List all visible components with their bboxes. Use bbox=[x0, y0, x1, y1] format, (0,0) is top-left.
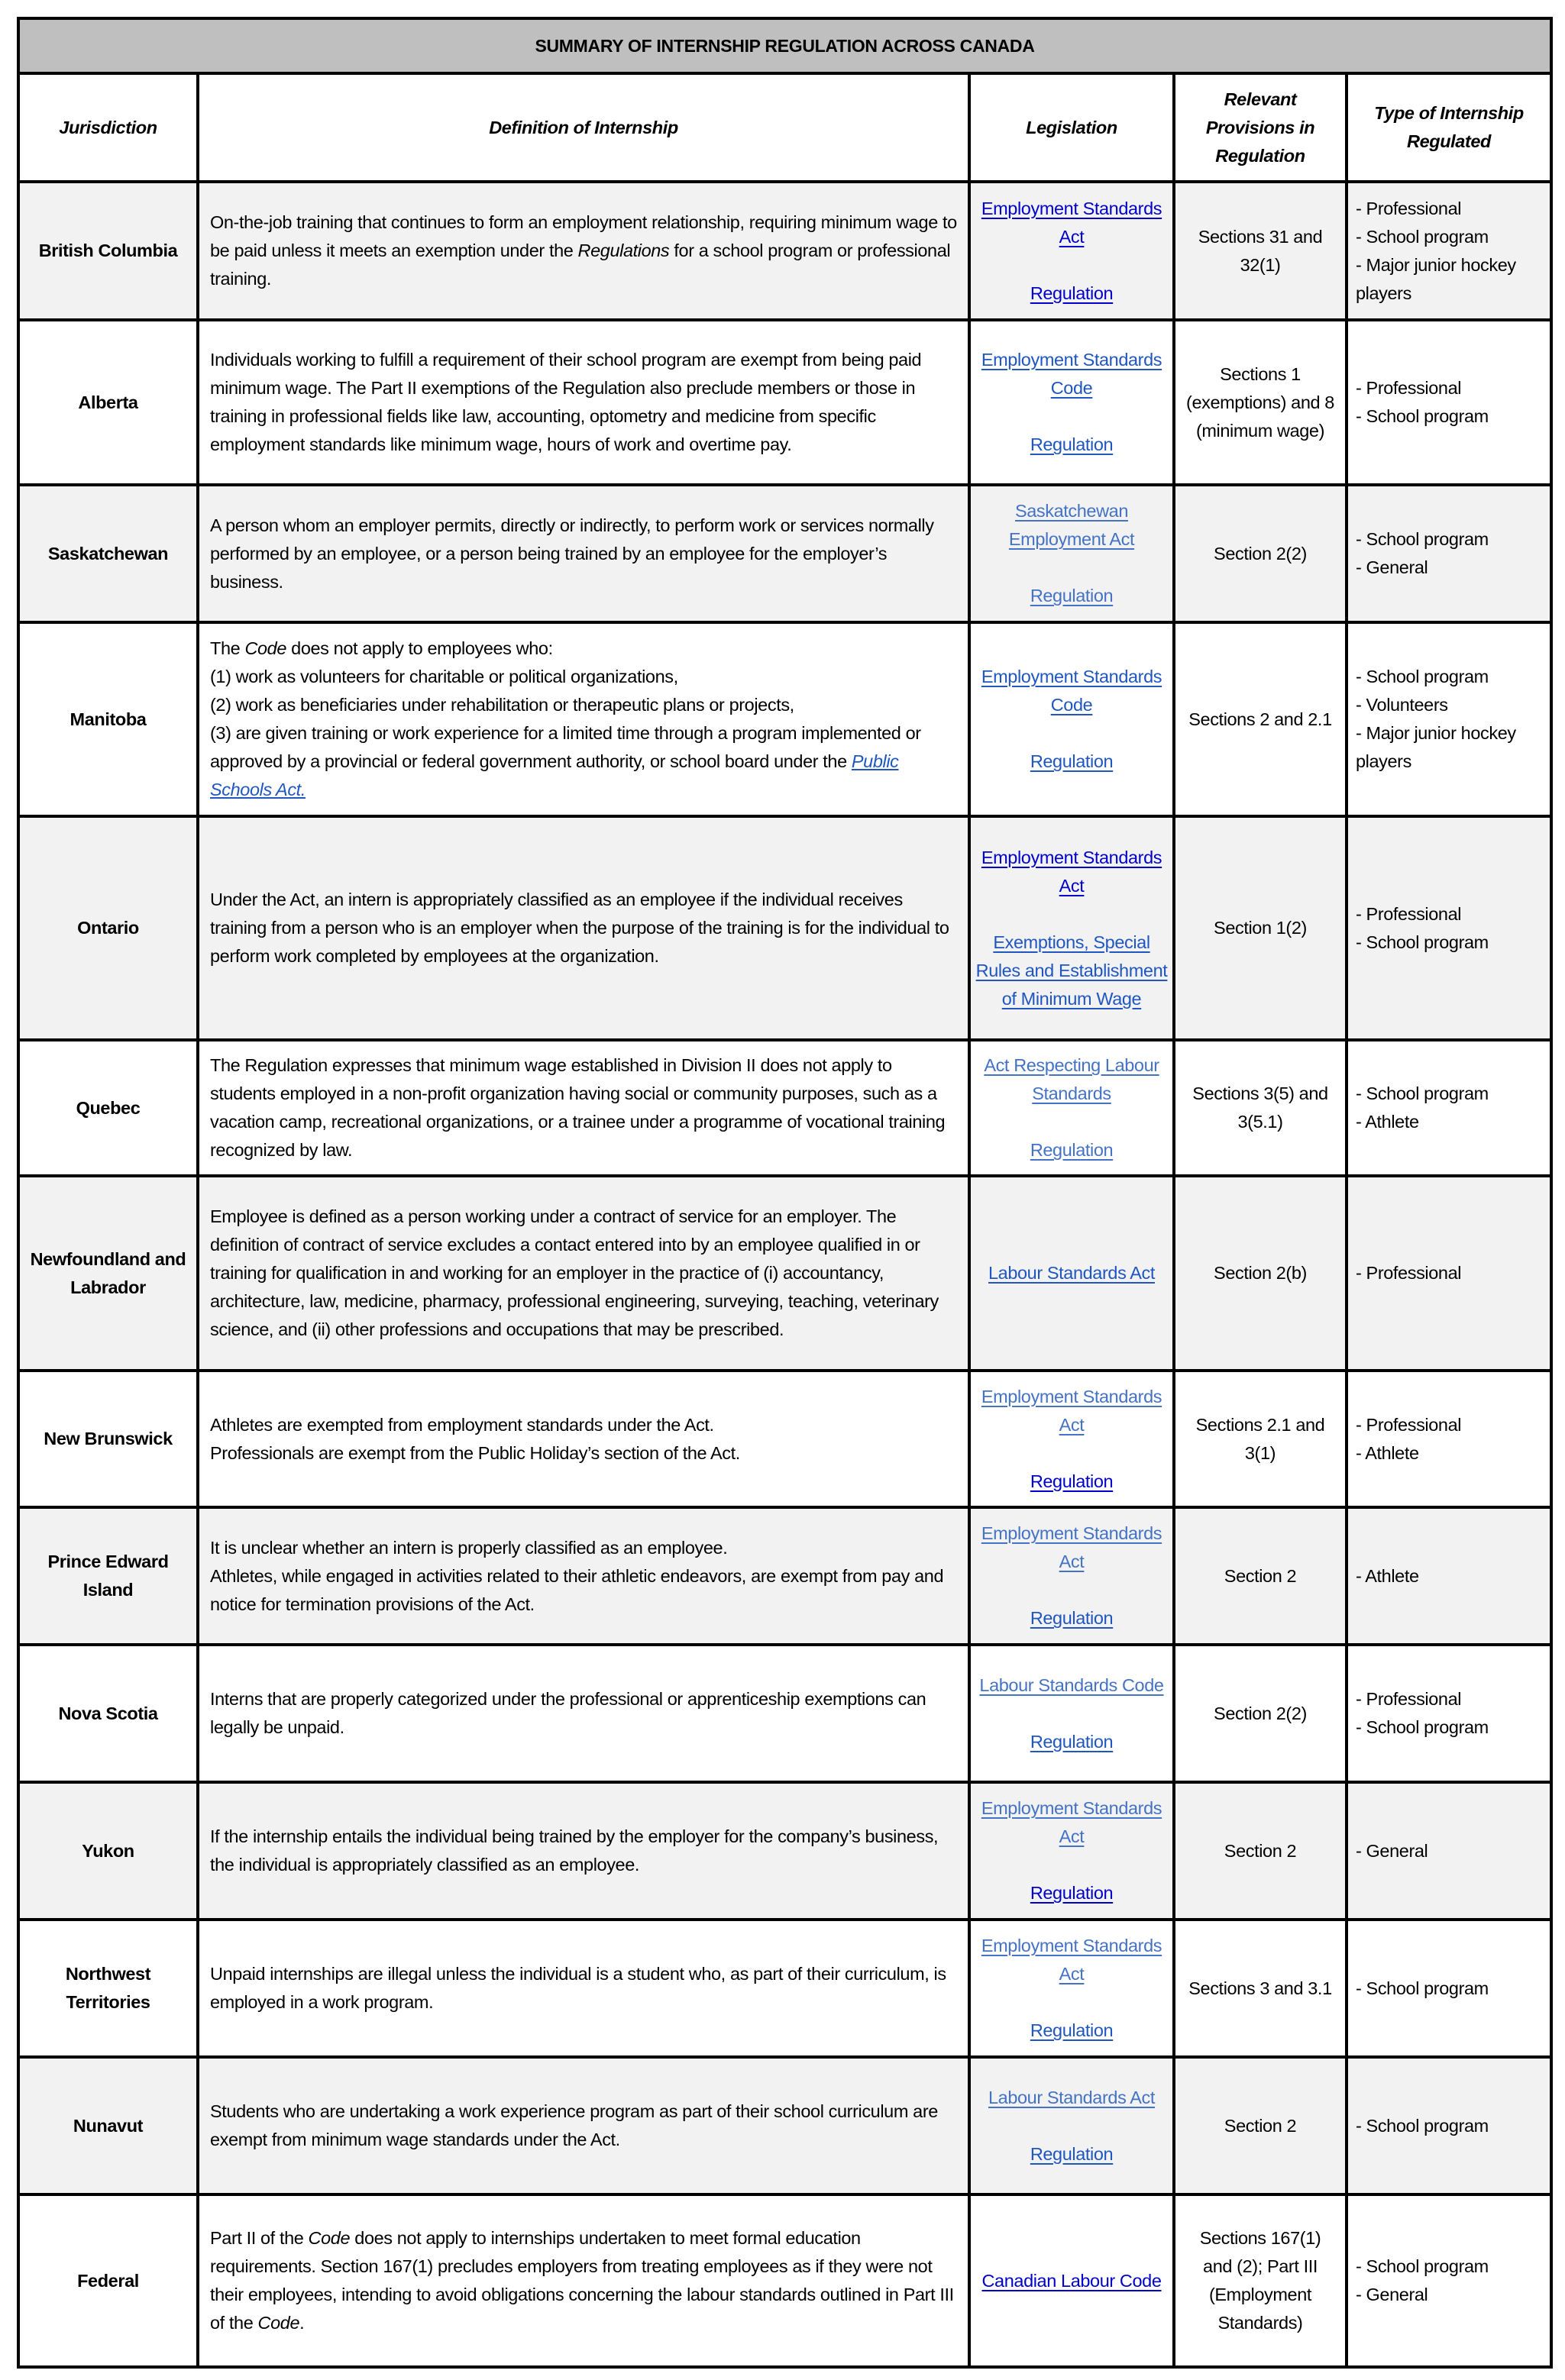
legislation-cell bbox=[971, 486, 1175, 621]
internship-type-item: - Professional bbox=[1356, 1414, 1462, 1435]
definition-cell bbox=[199, 2196, 971, 2365]
internship-type-cell bbox=[1348, 321, 1550, 483]
header-legislation: Legislation bbox=[971, 75, 1175, 180]
legislation-link[interactable]: Regulation bbox=[1030, 1471, 1114, 1491]
text-segment: It is unclear whether an intern is properly classified as an employee. bbox=[210, 1537, 728, 1558]
legislation-cell bbox=[971, 183, 1175, 318]
provisions-cell: Sections 2.1 and 3(1) bbox=[1175, 1372, 1348, 1506]
provisions-cell: Sections 167(1) and (2); Part III (Employment Standards) bbox=[1175, 2196, 1348, 2365]
internship-type-item: - School program bbox=[1356, 932, 1489, 952]
internship-type-item: - General bbox=[1356, 557, 1428, 577]
text-segment: Individuals working to fulfill a requirement of their school program are exempt from being paid minimum wage. The Part II exemptions of the Regulation also preclude members or those in training in professional fields like law, accounting, optometry and medicine from specific employment standards like minimum wage, hours of work and overtime pay. bbox=[210, 350, 922, 454]
table-row bbox=[20, 1041, 1550, 1177]
text-segment: The Regulation expresses that minimum wage established in Division II does not apply to students employed in a non-profit organization having social or community purposes, such as a vacation camp, recreational organizations, or a trainee under a programme of vocational training recognized by law. bbox=[210, 1055, 946, 1160]
legislation-link[interactable]: Canadian Labour Code bbox=[981, 2270, 1162, 2291]
text-segment: Students who are undertaking a work experience program as part of their school curriculum are exempt from minimum wage standards under the Act. bbox=[210, 2101, 938, 2149]
table-body bbox=[20, 183, 1550, 2365]
header-definition: Definition of Internship bbox=[199, 75, 971, 180]
legislation-link[interactable]: Employment Standards Act bbox=[981, 1523, 1162, 1571]
jurisdiction-cell: Northwest Territories bbox=[20, 1921, 199, 2055]
definition-text bbox=[210, 635, 960, 804]
internship-type-list bbox=[1356, 374, 1541, 431]
internship-type-list bbox=[1356, 2252, 1541, 2309]
legislation-link[interactable]: Labour Standards Code bbox=[979, 1674, 1164, 1695]
internship-type-item: - Athlete bbox=[1356, 1112, 1419, 1132]
definition-cell bbox=[199, 1784, 971, 1918]
text-segment: does not apply to internships undertaken to meet formal education requirements. Section 167(1) precludes employers from treating employees as if they were not their employees, intending to avoid obligations concerning the labour standards outlined in Part III of the bbox=[210, 2228, 954, 2333]
internship-type-cell bbox=[1348, 183, 1550, 318]
internship-type-item: - Professional bbox=[1356, 1689, 1462, 1709]
definition-text bbox=[210, 1203, 960, 1344]
provisions-cell: Sections 3(5) and 3(5.1) bbox=[1175, 1041, 1348, 1174]
legislation-link[interactable]: Employment Standards Code bbox=[981, 350, 1162, 398]
table-title: SUMMARY OF INTERNSHIP REGULATION ACROSS CANADA bbox=[20, 20, 1550, 75]
definition-text bbox=[210, 1823, 960, 1879]
definition-cell bbox=[199, 1509, 971, 1643]
internship-type-list bbox=[1356, 1411, 1541, 1468]
jurisdiction-cell: Alberta bbox=[20, 321, 199, 483]
internship-type-item: - Professional bbox=[1356, 1263, 1462, 1283]
jurisdiction-cell: Yukon bbox=[20, 1784, 199, 1918]
text-segment: (1) work as volunteers for charitable or political organizations, bbox=[210, 667, 678, 686]
internship-type-cell bbox=[1348, 1646, 1550, 1781]
internship-regulation-table bbox=[17, 17, 1553, 2369]
definition-cell bbox=[199, 1041, 971, 1174]
legislation-link[interactable]: Labour Standards Act bbox=[988, 1263, 1155, 1283]
jurisdiction-cell: Saskatchewan bbox=[20, 486, 199, 621]
text-segment: Code bbox=[244, 638, 287, 658]
definition-text bbox=[210, 2097, 960, 2154]
definition-text bbox=[210, 2224, 960, 2337]
jurisdiction-cell: Federal bbox=[20, 2196, 199, 2365]
internship-type-cell bbox=[1348, 1177, 1550, 1369]
text-segment: Code bbox=[308, 2228, 351, 2248]
legislation-link[interactable]: Employment Standards Act bbox=[981, 1798, 1162, 1846]
text-segment: Athletes, while engaged in activities related to their athletic endeavors, are exempt from pay and notice for termination provisions of the Act. bbox=[210, 1565, 944, 1614]
table-row bbox=[20, 1177, 1550, 1372]
definition-cell bbox=[199, 2059, 971, 2193]
table-row bbox=[20, 2196, 1550, 2365]
jurisdiction-cell: Newfoundland and Labrador bbox=[20, 1177, 199, 1369]
legislation-link[interactable]: Employment Standards Act bbox=[981, 1386, 1162, 1435]
legislation-link[interactable]: Regulation bbox=[1030, 1140, 1114, 1160]
internship-type-item: - Volunteers bbox=[1356, 695, 1448, 715]
jurisdiction-cell: New Brunswick bbox=[20, 1372, 199, 1506]
legislation-link[interactable]: Employment Standards Act bbox=[981, 198, 1162, 247]
text-segment: Employee is defined as a person working under a contract of service for an employer. The definition of contract of service excludes a contact entered into by an employee qualified in or training for qualification in and working for an employer in the practice of (i) accountancy, architecture, law, medicine, pharmacy, professional engineering, surveying, teaching, veterinary science, and (ii) other professions and occupations that may be prescribed. bbox=[210, 1206, 939, 1339]
text-segment: for a school program or professional training. bbox=[210, 241, 951, 289]
header-jurisdiction: Jurisdiction bbox=[20, 75, 199, 180]
legislation-cell bbox=[971, 1372, 1175, 1506]
internship-type-cell bbox=[1348, 486, 1550, 621]
text-segment: Athletes are exempted from employment standards under the Act. bbox=[210, 1414, 714, 1435]
legislation-cell bbox=[971, 1041, 1175, 1174]
internship-type-item: - Professional bbox=[1356, 198, 1462, 218]
internship-type-item: - General bbox=[1356, 2285, 1428, 2304]
internship-type-item: - School program bbox=[1356, 2115, 1489, 2136]
internship-type-item: - Major junior hockey players bbox=[1356, 254, 1516, 303]
jurisdiction-cell: Nunavut bbox=[20, 2059, 199, 2193]
provisions-cell: Section 2 bbox=[1175, 1784, 1348, 1918]
header-row bbox=[20, 75, 1550, 183]
text-segment: If the internship entails the individual being trained by the employer for the company’s business, the individual is appropriately classified as an employee. bbox=[210, 1826, 939, 1875]
internship-type-cell bbox=[1348, 1372, 1550, 1506]
legislation-cell bbox=[971, 1921, 1175, 2055]
definition-text bbox=[210, 1534, 960, 1619]
definition-cell bbox=[199, 486, 971, 621]
legislation-cell bbox=[971, 321, 1175, 483]
legislation-link[interactable]: Employment Standards Code bbox=[981, 667, 1162, 715]
internship-type-list bbox=[1356, 1259, 1541, 1287]
jurisdiction-cell: Manitoba bbox=[20, 624, 199, 815]
internship-type-item: - Major junior hockey players bbox=[1356, 723, 1516, 771]
legislation-cell bbox=[971, 1177, 1175, 1369]
jurisdiction-cell: Nova Scotia bbox=[20, 1646, 199, 1781]
definition-text bbox=[210, 1411, 960, 1468]
jurisdiction-cell: Quebec bbox=[20, 1041, 199, 1174]
internship-type-cell bbox=[1348, 2196, 1550, 2365]
text-segment: Code bbox=[257, 2313, 300, 2333]
table-row bbox=[20, 1509, 1550, 1646]
internship-type-item: - School program bbox=[1356, 2256, 1489, 2276]
table-row bbox=[20, 818, 1550, 1041]
internship-type-item: - School program bbox=[1356, 406, 1489, 426]
provisions-cell: Sections 1 (exemptions) and 8 (minimum wage) bbox=[1175, 321, 1348, 483]
internship-type-item: - Athlete bbox=[1356, 1442, 1419, 1463]
legislation-link[interactable]: Regulation bbox=[1030, 434, 1114, 454]
internship-type-list bbox=[1356, 1562, 1541, 1590]
table-row bbox=[20, 183, 1550, 321]
jurisdiction-cell: Ontario bbox=[20, 818, 199, 1038]
table-row bbox=[20, 486, 1550, 624]
internship-type-list bbox=[1356, 1837, 1541, 1865]
provisions-cell: Section 2(2) bbox=[1175, 486, 1348, 621]
text-segment: Under the Act, an intern is appropriately classified as an employee if the individual receives training from a person who is an employer when the purpose of the training is for the individual to perform work completed by employees at the organization. bbox=[210, 890, 949, 966]
internship-type-list bbox=[1356, 1975, 1541, 2003]
table-row bbox=[20, 1921, 1550, 2059]
legislation-link[interactable]: Regulation bbox=[1030, 751, 1114, 771]
internship-type-list bbox=[1356, 1685, 1541, 1742]
header-provisions: Relevant Provisions in Regulation bbox=[1175, 75, 1348, 180]
inline-link[interactable]: Public Schools Act. bbox=[210, 751, 899, 799]
definition-cell bbox=[199, 183, 971, 318]
definition-cell bbox=[199, 1646, 971, 1781]
internship-type-list bbox=[1356, 2112, 1541, 2140]
provisions-cell: Section 2 bbox=[1175, 2059, 1348, 2193]
legislation-cell bbox=[971, 1509, 1175, 1643]
table-row bbox=[20, 321, 1550, 486]
provisions-cell: Sections 31 and 32(1) bbox=[1175, 183, 1348, 318]
internship-type-item: - Athlete bbox=[1356, 1565, 1419, 1586]
text-segment: Regulations bbox=[577, 241, 670, 260]
legislation-cell bbox=[971, 624, 1175, 815]
legislation-cell bbox=[971, 2196, 1175, 2365]
internship-type-list bbox=[1356, 663, 1541, 776]
internship-type-cell bbox=[1348, 624, 1550, 815]
legislation-link[interactable]: Regulation bbox=[1030, 1608, 1114, 1628]
legislation-link[interactable]: Regulation bbox=[1030, 2020, 1114, 2040]
internship-type-item: - School program bbox=[1356, 1978, 1489, 1998]
provisions-cell: Section 2 bbox=[1175, 1509, 1348, 1643]
table-row bbox=[20, 1646, 1550, 1784]
internship-type-cell bbox=[1348, 1784, 1550, 1918]
definition-cell bbox=[199, 1177, 971, 1369]
definition-cell bbox=[199, 624, 971, 815]
definition-text bbox=[210, 512, 960, 596]
internship-type-item: - School program bbox=[1356, 529, 1489, 549]
legislation-link[interactable]: Employment Standards Act bbox=[981, 1936, 1162, 1984]
legislation-link[interactable]: Exemptions, Special Rules and Establishment of Minimum Wage bbox=[975, 932, 1168, 1009]
legislation-link[interactable]: Regulation bbox=[1030, 2143, 1114, 2164]
internship-type-list bbox=[1356, 900, 1541, 957]
table-row bbox=[20, 1784, 1550, 1921]
text-segment: A person whom an employer permits, directly or indirectly, to perform work or services normally performed by an employee, or a person being trained by an employee for the employer’s business. bbox=[210, 515, 934, 592]
legislation-link[interactable]: Employment Standards Act bbox=[981, 847, 1162, 896]
internship-type-cell bbox=[1348, 1509, 1550, 1643]
definition-text bbox=[210, 1960, 960, 2017]
legislation-cell bbox=[971, 818, 1175, 1038]
internship-type-cell bbox=[1348, 1041, 1550, 1174]
legislation-link[interactable]: Regulation bbox=[1030, 283, 1114, 303]
internship-type-item: - Professional bbox=[1356, 903, 1462, 924]
text-segment: Interns that are properly categorized under the professional or apprenticeship exemptions can legally be unpaid. bbox=[210, 1689, 926, 1737]
internship-type-cell bbox=[1348, 1921, 1550, 2055]
definition-text bbox=[210, 1051, 960, 1164]
text-segment: . bbox=[299, 2313, 305, 2333]
provisions-cell: Sections 3 and 3.1 bbox=[1175, 1921, 1348, 2055]
provisions-cell: Sections 2 and 2.1 bbox=[1175, 624, 1348, 815]
definition-text bbox=[210, 1685, 960, 1742]
text-segment: The bbox=[210, 638, 245, 658]
definition-text bbox=[210, 886, 960, 970]
legislation-cell bbox=[971, 2059, 1175, 2193]
internship-type-item: - School program bbox=[1356, 226, 1489, 247]
text-segment: (2) work as beneficiaries under rehabilitation or therapeutic plans or projects, bbox=[210, 695, 794, 715]
legislation-link[interactable]: Regulation bbox=[1030, 1731, 1114, 1752]
text-segment: On-the-job training that continues to form an employment relationship, requiring minimum wage to be paid unless it meets an exemption under the bbox=[210, 212, 957, 260]
legislation-link[interactable]: Saskatchewan Employment Act bbox=[1008, 501, 1135, 549]
text-segment: (3) are given training or work experience for a limited time through a program implemented or approved by a provincial or federal government authority, or school board under the bbox=[210, 723, 921, 771]
internship-type-item: - Professional bbox=[1356, 378, 1462, 398]
jurisdiction-cell: Prince Edward Island bbox=[20, 1509, 199, 1643]
internship-type-list bbox=[1356, 525, 1541, 582]
text-segment: Part II of the bbox=[210, 2228, 309, 2248]
provisions-cell: Section 2(b) bbox=[1175, 1177, 1348, 1369]
provisions-cell: Section 2(2) bbox=[1175, 1646, 1348, 1781]
table-row bbox=[20, 1372, 1550, 1509]
internship-type-item: - School program bbox=[1356, 1083, 1489, 1103]
legislation-link[interactable]: Regulation bbox=[1030, 586, 1114, 605]
legislation-link[interactable]: Act Respecting Labour Standards bbox=[984, 1055, 1159, 1103]
definition-text bbox=[210, 208, 960, 293]
text-segment: Unpaid internships are illegal unless the individual is a student who, as part of their curriculum, is employed in a work program. bbox=[210, 1964, 946, 2012]
legislation-cell bbox=[971, 1646, 1175, 1781]
jurisdiction-cell: British Columbia bbox=[20, 183, 199, 318]
table-row bbox=[20, 624, 1550, 818]
definition-cell bbox=[199, 321, 971, 483]
definition-cell bbox=[199, 1921, 971, 2055]
definition-text bbox=[210, 346, 960, 459]
internship-type-cell bbox=[1348, 818, 1550, 1038]
text-segment: Professionals are exempt from the Public Holiday’s section of the Act. bbox=[210, 1442, 740, 1463]
legislation-cell bbox=[971, 1784, 1175, 1918]
table-row bbox=[20, 2059, 1550, 2196]
definition-cell bbox=[199, 818, 971, 1038]
header-type: Type of Internship Regulated bbox=[1374, 103, 1524, 151]
text-segment: does not apply to employees who: bbox=[286, 638, 553, 658]
internship-type-list bbox=[1356, 1080, 1541, 1136]
internship-type-item: - School program bbox=[1356, 667, 1489, 686]
internship-type-item: - School program bbox=[1356, 1717, 1489, 1737]
internship-type-list bbox=[1356, 195, 1541, 308]
internship-type-item: - General bbox=[1356, 1840, 1428, 1861]
internship-type-cell bbox=[1348, 2059, 1550, 2193]
legislation-link[interactable]: Labour Standards Act bbox=[988, 2087, 1155, 2107]
provisions-cell: Section 1(2) bbox=[1175, 818, 1348, 1038]
definition-cell bbox=[199, 1372, 971, 1506]
legislation-link[interactable]: Regulation bbox=[1030, 1883, 1114, 1903]
